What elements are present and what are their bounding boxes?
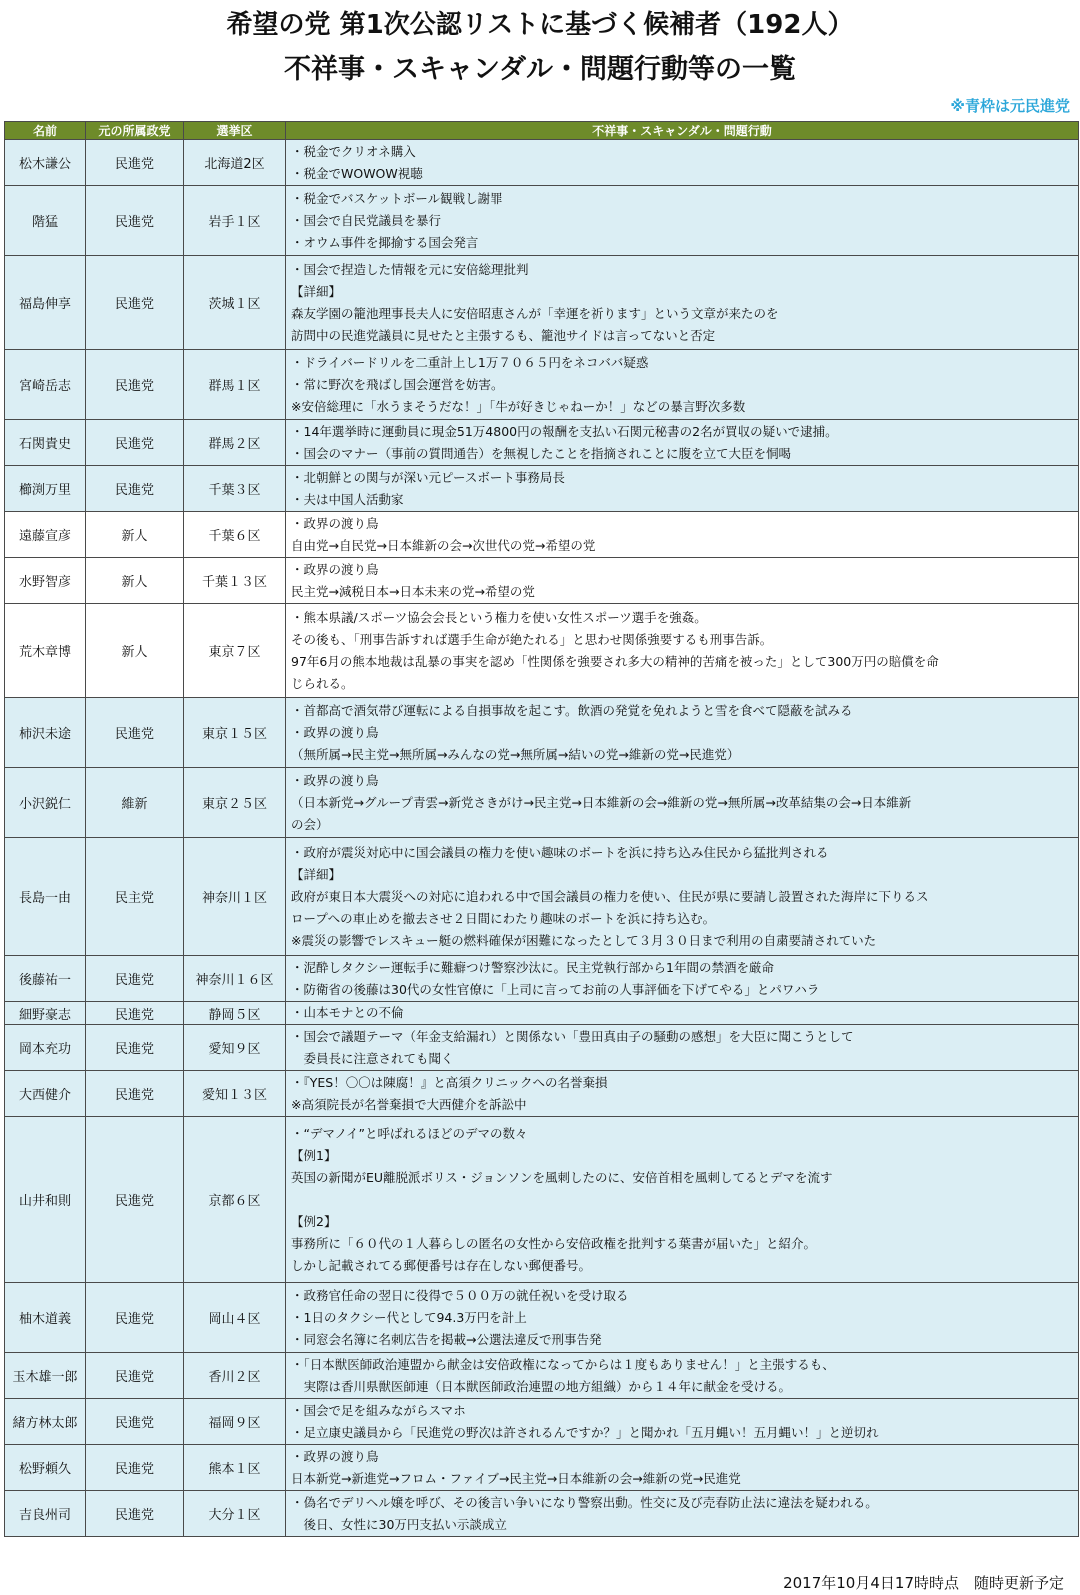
table-row <box>5 350 1079 420</box>
issue-line: ・防衛省の後藤は30代の女性官僚に「上司に言ってお前の人事評価を下げてやる」とパワハラ <box>291 981 820 997</box>
former-party: 新人 <box>86 604 184 698</box>
table-row <box>5 1071 1079 1117</box>
candidate-name: 後藤祐一 <box>5 956 86 1002</box>
electoral-district: 静岡５区 <box>184 1002 286 1025</box>
former-party: 民進党 <box>86 1002 184 1025</box>
candidate-name: 小沢鋭仁 <box>5 768 86 838</box>
candidate-name: 細野豪志 <box>5 1002 86 1025</box>
issue-cell <box>286 1283 1079 1353</box>
candidate-name: 遠藤宣彦 <box>5 512 86 558</box>
table-row <box>5 1399 1079 1445</box>
issue-line: ・政界の渡り鳥 <box>291 515 379 531</box>
issue-line: ・政界の渡り鳥 <box>291 724 379 740</box>
issue-cell <box>286 1399 1079 1445</box>
issue-line: ・熊本県議/スポーツ協会会長という権力を使い女性スポーツ選手を強姦。 <box>291 609 707 625</box>
electoral-district: 神奈川１６区 <box>184 956 286 1002</box>
former-party: 民進党 <box>86 466 184 512</box>
candidate-name: 松木謙公 <box>5 140 86 186</box>
former-party: 民進党 <box>86 1071 184 1117</box>
electoral-district: 岡山４区 <box>184 1283 286 1353</box>
issue-line: ・税金でクリオネ購入 <box>291 143 416 159</box>
former-party: 民進党 <box>86 956 184 1002</box>
issue-line: しかし記載されてる郵便番号は存在しない郵便番号。 <box>291 1257 592 1273</box>
former-party: 民進党 <box>86 1025 184 1071</box>
candidate-name: 櫛渕万里 <box>5 466 86 512</box>
issue-line: 後日、女性に30万円支払い示談成立 <box>291 1516 507 1532</box>
issue-line: ・政界の渡り鳥 <box>291 1448 379 1464</box>
electoral-district: 千葉３区 <box>184 466 286 512</box>
candidate-name: 吉良州司 <box>5 1491 86 1537</box>
issue-line: ロープへの車止めを撤去させ２日間にわたり趣味のボートを浜に持ち込む。 <box>291 910 716 926</box>
scandal-table <box>4 121 1079 1537</box>
table-row <box>5 838 1079 956</box>
former-party: 民主党 <box>86 838 184 956</box>
issue-cell <box>286 1002 1079 1025</box>
table-row <box>5 1445 1079 1491</box>
issue-line: ・北朝鮮との関与が深い元ピースボート事務局長 <box>291 469 565 485</box>
issue-line: 【詳細】 <box>291 283 342 299</box>
issue-line: ・国会で足を組みながらスマホ <box>291 1402 466 1418</box>
electoral-district: 熊本１区 <box>184 1445 286 1491</box>
former-party: 民進党 <box>86 698 184 768</box>
issue-line: の会） <box>291 816 329 832</box>
issue-cell <box>286 956 1079 1002</box>
issue-line: 委員長に注意されても聞く <box>291 1050 454 1066</box>
table-row <box>5 466 1079 512</box>
issue-line: ・国会のマナー（事前の質問通告）を無視したことを指摘されことに腹を立て大臣を恫喝 <box>291 445 792 461</box>
issue-line: 政府が東日本大震災への対応に追われる中で国会議員の権力を使い、住民が県に要請し設置された海岸に下りるス <box>291 888 929 904</box>
table-header-row <box>5 122 1079 140</box>
former-party: 民進党 <box>86 1491 184 1537</box>
issue-cell <box>286 558 1079 604</box>
issue-line: ・政務官任命の翌日に役得で５００万の就任祝いを受け取る <box>291 1287 629 1303</box>
issue-line: ・国会で議題テーマ（年金支給漏れ）と関係ない「豊田真由子の騒動の感想」を大臣に聞こうとして <box>291 1028 854 1044</box>
former-party: 民進党 <box>86 1117 184 1283</box>
electoral-district: 東京１５区 <box>184 698 286 768</box>
issue-line: ・泥酔しタクシー運転手に難癖つけ警察沙汰に。民主党執行部から1年間の禁酒を厳命 <box>291 959 774 975</box>
issue-line: ・オウム事件を揶揄する国会発言 <box>291 234 479 250</box>
former-party: 民進党 <box>86 1399 184 1445</box>
issue-line: ・常に野次を飛ばし国会運営を妨害。 <box>291 376 504 392</box>
issue-line: ※安倍総理に「水うまそうだな！」「牛が好きじゃねーか！」などの暴言野次多数 <box>291 398 746 414</box>
former-party: 民進党 <box>86 186 184 256</box>
issue-cell <box>286 1025 1079 1071</box>
legend-note: ※青枠は元民進党 <box>950 97 1070 115</box>
former-party: 民進党 <box>86 1445 184 1491</box>
table-row <box>5 698 1079 768</box>
table-row <box>5 1117 1079 1283</box>
table-row <box>5 558 1079 604</box>
electoral-district: 千葉１３区 <box>184 558 286 604</box>
candidate-name: 柚木道義 <box>5 1283 86 1353</box>
footer-timestamp: 2017年10月4日17時時点 随時更新予定 <box>783 1574 1064 1592</box>
former-party: 新人 <box>86 558 184 604</box>
issue-cell <box>286 838 1079 956</box>
issue-cell <box>286 466 1079 512</box>
candidate-name: 柿沢未途 <box>5 698 86 768</box>
issue-line: ・国会で捏造した情報を元に安倍総理批判 <box>291 261 529 277</box>
candidate-name: 松野頼久 <box>5 1445 86 1491</box>
electoral-district: 京都６区 <box>184 1117 286 1283</box>
issue-line: ・偽名でデリヘル嬢を呼び、その後言い争いになり警察出動。性交に及び売春防止法に違法を疑われる。 <box>291 1494 878 1510</box>
issue-cell <box>286 140 1079 186</box>
table-row <box>5 1283 1079 1353</box>
candidate-name: 宮崎岳志 <box>5 350 86 420</box>
page-subtitle: 不祥事・スキャンダル・問題行動等の一覧 <box>284 54 796 85</box>
issue-line: ・政界の渡り鳥 <box>291 772 379 788</box>
issue-line: ・政府が震災対応中に国会議員の権力を使い趣味のボートを浜に持ち込み住民から猛批判される <box>291 844 829 860</box>
electoral-district: 大分１区 <box>184 1491 286 1537</box>
table-row <box>5 1491 1079 1537</box>
issue-line: ・14年選挙時に運動員に現金51万4800円の報酬を支払い石関元秘書の2名が買収の疑いで逮捕。 <box>291 423 838 439</box>
table-row <box>5 256 1079 350</box>
former-party: 維新 <box>86 768 184 838</box>
former-party: 民進党 <box>86 1283 184 1353</box>
candidate-name: 大西健介 <box>5 1071 86 1117</box>
table-row <box>5 186 1079 256</box>
issue-line: 【詳細】 <box>291 866 342 882</box>
issue-line: ・『YES！〇〇は陳腐！』と高須クリニックへの名誉棄損 <box>291 1074 608 1090</box>
issue-line: （日本新党→グループ青雲→新党さきがけ→民主党→日本維新の会→維新の党→無所属→改革結集の会→日本維新 <box>291 794 912 810</box>
issue-line: その後も、「刑事告訴すれば選手生命が絶たれる」と思わせ関係強要するも刑事告訴。 <box>291 631 773 647</box>
candidate-name: 山井和則 <box>5 1117 86 1283</box>
issue-line: じられる。 <box>291 675 354 691</box>
electoral-district: 群馬１区 <box>184 350 286 420</box>
electoral-district: 香川２区 <box>184 1353 286 1399</box>
issue-line: 英国の新聞がEU離脱派ボリス・ジョンソンを風刺したのに、安倍首相を風刺してるとデマを流す <box>291 1169 833 1185</box>
electoral-district: 北海道2区 <box>184 140 286 186</box>
issue-line: 97年6月の熊本地裁は乱暴の事実を認め「性関係を強要され多大の精神的苦痛を被った」として300万円の賠償を命 <box>291 653 939 669</box>
issue-cell <box>286 420 1079 466</box>
issue-line: ・税金でバスケットボール観戦し謝罪 <box>291 190 503 206</box>
issue-cell <box>286 1353 1079 1399</box>
issue-cell <box>286 512 1079 558</box>
issue-cell <box>286 256 1079 350</box>
issue-cell <box>286 186 1079 256</box>
issue-line: ・“デマノイ”と呼ばれるほどのデマの数々 <box>291 1125 528 1141</box>
electoral-district: 群馬２区 <box>184 420 286 466</box>
issue-line: ・首都高で酒気帯び運転による自損事故を起こす。飲酒の発覚を免れようと雪を食べて隠蔽を試みる <box>291 702 853 718</box>
candidate-name: 荒木章博 <box>5 604 86 698</box>
candidate-name: 階猛 <box>5 186 86 256</box>
former-party: 民進党 <box>86 1353 184 1399</box>
table-row <box>5 420 1079 466</box>
issue-line: ※震災の影響でレスキュー艇の燃料確保が困難になったとして３月３０日まで利用の自粛要請されていた <box>291 932 877 948</box>
issue-cell <box>286 768 1079 838</box>
issue-line: ・国会で自民党議員を暴行 <box>291 212 442 228</box>
issue-cell <box>286 1491 1079 1537</box>
table-row <box>5 140 1079 186</box>
candidate-name: 岡本充功 <box>5 1025 86 1071</box>
issue-line: 実際は香川県獣医師連（日本獣医師政治連盟の地方組織）から１４年に献金を受ける。 <box>291 1378 792 1394</box>
electoral-district: 神奈川１区 <box>184 838 286 956</box>
col-header-name: 名前 <box>5 122 86 140</box>
issue-cell <box>286 604 1079 698</box>
issue-line: ・ドライバードリルを二重計上し1万７０６５円をネコババ疑惑 <box>291 354 649 370</box>
issue-cell <box>286 698 1079 768</box>
electoral-district: 愛知９区 <box>184 1025 286 1071</box>
electoral-district: 岩手１区 <box>184 186 286 256</box>
candidate-name: 水野智彦 <box>5 558 86 604</box>
issue-line: 【例2】 <box>291 1213 337 1229</box>
issue-cell <box>286 350 1079 420</box>
former-party: 民進党 <box>86 140 184 186</box>
issue-cell <box>286 1071 1079 1117</box>
table-row <box>5 1002 1079 1025</box>
issue-line: 訪問中の民進党議員に見せたと主張するも、籠池サイドは言ってないと否定 <box>291 327 716 343</box>
issue-line: ・税金でWOWOW視聴 <box>291 165 423 181</box>
table-row <box>5 768 1079 838</box>
table-row <box>5 1353 1079 1399</box>
issue-line: ・同窓会名簿に名刺広告を掲載→公選法違反で刑事告発 <box>291 1331 602 1347</box>
table-row <box>5 512 1079 558</box>
electoral-district: 東京７区 <box>184 604 286 698</box>
table-row <box>5 1025 1079 1071</box>
issue-line: 事務所に「６０代の１人暮らしの匿名の女性から安倍政権を批判する葉書が届いた」と紹介。 <box>291 1235 817 1251</box>
issue-line: ・夫は中国人活動家 <box>291 491 404 507</box>
issue-line: （無所属→民主党→無所属→みんなの党→無所属→結いの党→維新の党→民進党） <box>291 746 740 762</box>
table-row <box>5 956 1079 1002</box>
former-party: 民進党 <box>86 350 184 420</box>
table-row <box>5 604 1079 698</box>
issue-line: ・「日本獣医師政治連盟から献金は安倍政権になってからは１度もありません！」と主張するも、 <box>291 1356 835 1372</box>
former-party: 新人 <box>86 512 184 558</box>
issue-line: ※高須院長が名誉棄損で大西健介を訴訟中 <box>291 1096 527 1112</box>
candidate-name: 長島一由 <box>5 838 86 956</box>
col-header-district: 選挙区 <box>184 122 286 140</box>
electoral-district: 福岡９区 <box>184 1399 286 1445</box>
issue-line: 民主党→減税日本→日本未来の党→希望の党 <box>291 583 535 599</box>
issue-line: ・政界の渡り鳥 <box>291 561 379 577</box>
candidate-name: 石関貴史 <box>5 420 86 466</box>
issue-line: 日本新党→新進党→フロム・ファイブ→民主党→日本維新の会→維新の党→民進党 <box>291 1470 741 1486</box>
issue-line: ・1日のタクシー代として94.3万円を計上 <box>291 1309 527 1325</box>
issue-line <box>291 1189 1078 1211</box>
electoral-district: 東京２５区 <box>184 768 286 838</box>
electoral-district: 愛知１３区 <box>184 1071 286 1117</box>
electoral-district: 千葉６区 <box>184 512 286 558</box>
electoral-district: 茨城１区 <box>184 256 286 350</box>
issue-line: 【例1】 <box>291 1147 337 1163</box>
candidate-name: 福島伸享 <box>5 256 86 350</box>
issue-cell <box>286 1117 1079 1283</box>
issue-line: 自由党→自民党→日本維新の会→次世代の党→希望の党 <box>291 537 596 553</box>
table-body <box>5 140 1079 1537</box>
issue-line: ・足立康史議員から「民進党の野次は許されるんですか？」と聞かれ「五月蝿い！五月蝿い！」と逆切れ <box>291 1424 879 1440</box>
col-header-issue: 不祥事・スキャンダル・問題行動 <box>286 122 1079 140</box>
issue-line: 森友学園の籠池理事長夫人に安倍昭恵さんが「幸運を祈ります」という文章が来たのを <box>291 305 779 321</box>
page-title: 希望の党 第1次公認リストに基づく候補者（192人） <box>226 10 854 40</box>
former-party: 民進党 <box>86 420 184 466</box>
issue-line: ・山本モナとの不倫 <box>291 1005 404 1020</box>
col-header-party: 元の所属政党 <box>86 122 184 140</box>
candidate-name: 玉木雄一郎 <box>5 1353 86 1399</box>
former-party: 民進党 <box>86 256 184 350</box>
issue-cell <box>286 1445 1079 1491</box>
candidate-name: 緒方林太郎 <box>5 1399 86 1445</box>
